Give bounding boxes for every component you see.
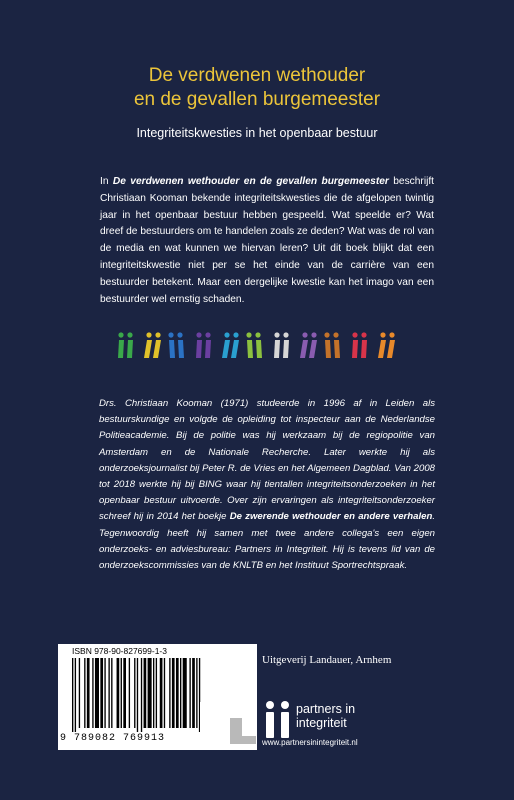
- bio-post: . Tegenwoordig heeft hij samen met twee andere collega's een eigen onderzoeks- en adviesbureau: Partners in Integriteit. Hij is tevens lid van de onderzoekscommissies van de KNLTB en het Instituut Sportrechtspraak.: [99, 511, 435, 572]
- figure-pair-icon: [300, 332, 317, 358]
- figure-pair-icon: [324, 332, 340, 358]
- ii-logo-icon: [264, 700, 292, 740]
- logo-url: www.partnersinintegriteit.nl: [262, 738, 358, 747]
- isbn-number: ISBN 978-90-827699-1-3: [72, 646, 167, 656]
- title-line-2: en de gevallen burgemeester: [133, 89, 381, 110]
- publisher-name: Uitgeverij Landauer, Arnhem: [262, 654, 392, 666]
- figure-pair-icon: [144, 332, 161, 358]
- figure-pair-icon: [352, 332, 367, 358]
- author-bio: [99, 396, 435, 574]
- bio-pre: Drs. Christiaan Kooman (1971) studeerde in 1996 af in Leiden als bestuurskundige en volgde de opleiding tot inspecteur aan de Nederlandse Politieacademie. Bij de politie was hij werkzaam bij de regiopolitie van Amsterdam en de Nationale Recherche. Later werkte hij als onderzoeksjournalist bij Peter R. de Vries en het Algemeen Dagblad. Van 2008 tot 2018 werkte hij bij BING waar hij tientallen integriteitsonderzoeken in het openbaar bestuur uitvoerde. Over zijn ervaringen als integriteitsonderzoeker schreef hij in 2014 het boekje: [99, 398, 435, 523]
- intro-paragraph: [100, 174, 434, 308]
- figures-decoration: [116, 330, 406, 360]
- book-title: [0, 64, 514, 112]
- figure-pair-icon: [118, 332, 133, 358]
- pi-monogram-icon: [198, 700, 258, 746]
- book-subtitle: Integriteitskwesties in het openbaar bestuur: [136, 126, 378, 140]
- logo-name-line-1: partners in: [296, 702, 356, 716]
- intro-pre: In: [100, 176, 113, 187]
- title-line-1: De verdwenen wethouder: [148, 65, 366, 86]
- figure-pair-icon: [378, 332, 395, 358]
- figure-pair-icon: [246, 332, 262, 358]
- figure-pair-icon: [222, 332, 239, 358]
- intro-post: beschrijft Christiaan Kooman bekende integriteitskwesties die de afgelopen twintig jaar in het openbaar bestuur hebben gespeeld. Wat speelde er? Wat dreef de bestuurders om te handelen zoals ze deden? Wat was de rol van de media en wat kunnen we hiervan leren? Uit dit boek blijkt dat een integriteitskwestie niet per se het einde van de carrière van een bestuurder betekent. Maar een dergelijke kwestie kan het imago van een bestuurder wel ernstig schaden.: [100, 176, 435, 305]
- figure-pair-icon: [196, 332, 211, 358]
- partners-logo-text: [296, 702, 355, 730]
- logo-name-line-2: integriteit: [296, 716, 347, 730]
- barcode-digits: 9 789082 769913: [60, 733, 166, 744]
- figure-pair-icon: [274, 332, 289, 358]
- intro-book-title: De verdwenen wethouder en de gevallen burgemeester: [112, 176, 389, 187]
- figure-pair-icon: [168, 332, 184, 358]
- bio-book-title: De zwerende wethouder en andere verhalen: [229, 511, 433, 523]
